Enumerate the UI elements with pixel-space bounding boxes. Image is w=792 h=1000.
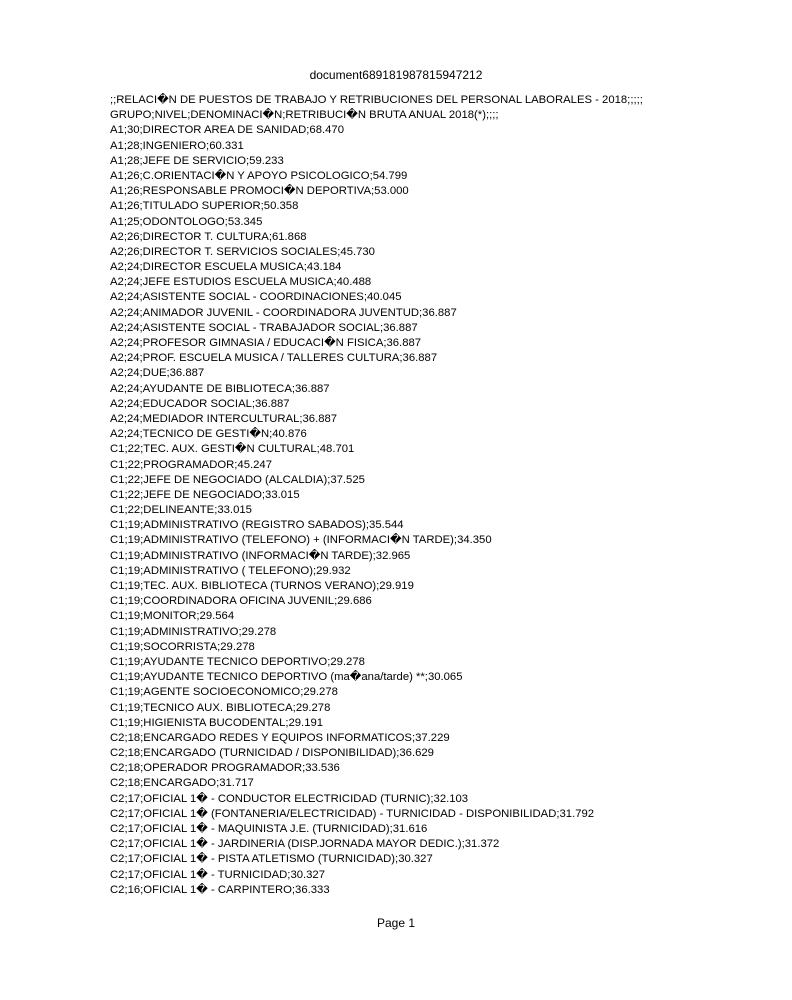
data-row-line: A2;24;AYUDANTE DE BIBLIOTECA;36.887 xyxy=(110,382,330,395)
data-row-line: A1;28;JEFE DE SERVICIO;59.233 xyxy=(110,154,284,167)
data-row-line: A2;24;ANIMADOR JUVENIL - COORDINADORA JUVENTUD;36.887 xyxy=(110,306,457,319)
data-row-line: A2;24;DIRECTOR ESCUELA MUSICA;43.184 xyxy=(110,261,342,274)
data-row-line: C2;18;ENCARGADO;31.717 xyxy=(110,777,254,790)
data-row-line: C1;19;COORDINADORA OFICINA JUVENIL;29.686 xyxy=(110,595,372,608)
data-row-line: C2;17;OFICIAL 1� - PISTA ATLETISMO (TURNICIDAD);30.327 xyxy=(110,853,433,866)
data-row-line: A2;24;PROFESOR GIMNASIA / EDUCACI�N FISICA;36.887 xyxy=(110,337,422,349)
data-row-line: C1;19;ADMINISTRATIVO;29.278 xyxy=(110,625,277,638)
data-row-line: C1;19;SOCORRISTA;29.278 xyxy=(110,640,255,653)
data-row-line: C2;17;OFICIAL 1� - CONDUCTOR ELECTRICIDAD (TURNIC);32.103 xyxy=(110,792,469,805)
data-row-line: A2;24;EDUCADOR SOCIAL;36.887 xyxy=(110,397,290,410)
data-row-line: C2;16;OFICIAL 1� - CARPINTERO;36.333 xyxy=(110,883,330,896)
data-row-line: C1;22;DELINEANTE;33.015 xyxy=(110,504,252,517)
data-row-line: C1;19;TEC. AUX. BIBLIOTECA (TURNOS VERANO);29.919 xyxy=(110,580,414,592)
data-row-line: C1;19;HIGIENISTA BUCODENTAL;29.191 xyxy=(110,716,324,729)
data-row-line: C1;19;MONITOR;29.564 xyxy=(110,610,235,623)
data-row-line: C2;17;OFICIAL 1� - TURNICIDAD;30.327 xyxy=(110,868,325,881)
data-row-line: C1;19;ADMINISTRATIVO (TELEFONO) + (INFORMACI�N TARDE);34.350 xyxy=(110,534,492,547)
document-title: document689181987815947212 xyxy=(309,68,483,82)
data-row-line: A2;24;JEFE ESTUDIOS ESCUELA MUSICA;40.488 xyxy=(110,276,372,289)
data-row-line: A1;26;TITULADO SUPERIOR;50.358 xyxy=(110,200,299,213)
document-heading-line: ;;RELACI�N DE PUESTOS DE TRABAJO Y RETRIBUCIONES DEL PERSONAL LABORALES - 2018;;;;; xyxy=(110,94,643,106)
data-row-line: A1;28;INGENIERO;60.331 xyxy=(110,139,244,152)
data-row-line: A2;26;DIRECTOR T. SERVICIOS SOCIALES;45.730 xyxy=(110,245,375,258)
data-row-line: A1;30;DIRECTOR AREA DE SANIDAD;68.470 xyxy=(110,124,344,137)
data-row-line: C1;22;JEFE DE NEGOCIADO (ALCALDIA);37.525 xyxy=(110,473,365,486)
data-row-line: A2;24;PROF. ESCUELA MUSICA / TALLERES CULTURA;36.887 xyxy=(110,352,438,365)
data-row-line: C2;17;OFICIAL 1� - MAQUINISTA J.E. (TURNICIDAD);31.616 xyxy=(110,823,428,835)
data-row-line: C2;18;ENCARGADO (TURNICIDAD / DISPONIBILIDAD);36.629 xyxy=(110,747,434,760)
data-row-line: A2;24;DUE;36.887 xyxy=(110,367,205,380)
data-row-line: A2;24;ASISTENTE SOCIAL - COORDINACIONES;40.045 xyxy=(110,291,402,304)
data-row-line: C2;18;ENCARGADO REDES Y EQUIPOS INFORMATICOS;37.229 xyxy=(110,731,450,744)
data-row-line: C1;22;PROGRAMADOR;45.247 xyxy=(110,458,272,471)
data-row-line: A1;26;C.ORIENTACI�N Y APOYO PSICOLOGICO;54.799 xyxy=(110,169,408,182)
data-row-line: C1;19;ADMINISTRATIVO (REGISTRO SABADOS);35.544 xyxy=(110,519,404,532)
data-row-line: A2;24;TECNICO DE GESTI�N;40.876 xyxy=(110,428,307,441)
data-row-line: C2;17;OFICIAL 1� - JARDINERIA (DISP.JORNADA MAYOR DEDIC.);31.372 xyxy=(110,838,500,851)
column-header-line: GRUPO;NIVEL;DENOMINACI�N;RETRIBUCI�N BRUTA ANUAL 2018(*);;;; xyxy=(110,109,499,122)
document-body xyxy=(110,93,782,898)
data-row-line: A1;25;ODONTOLOGO;53.345 xyxy=(110,215,263,228)
data-row-line: A2;24;ASISTENTE SOCIAL - TRABAJADOR SOCIAL;36.887 xyxy=(110,321,418,334)
data-row-line: A2;26;DIRECTOR T. CULTURA;61.868 xyxy=(110,230,307,243)
data-row-line: C1;19;TECNICO AUX. BIBLIOTECA;29.278 xyxy=(110,701,331,714)
data-row-line: C1;19;AGENTE SOCIOECONOMICO;29.278 xyxy=(110,686,338,699)
data-row-line: A2;24;MEDIADOR INTERCULTURAL;36.887 xyxy=(110,412,338,425)
data-row-line: C2;17;OFICIAL 1� (FONTANERIA/ELECTRICIDAD) - TURNICIDAD - DISPONIBILIDAD;31.792 xyxy=(110,807,595,820)
page-number: Page 1 xyxy=(376,916,416,930)
data-row-line: A1;26;RESPONSABLE PROMOCI�N DEPORTIVA;53.000 xyxy=(110,185,409,198)
data-row-line: C1;22;TEC. AUX. GESTI�N CULTURAL;48.701 xyxy=(110,443,355,456)
data-row-line: C1;19;ADMINISTRATIVO (INFORMACI�N TARDE);32.965 xyxy=(110,549,411,562)
data-row-line: C1;22;JEFE DE NEGOCIADO;33.015 xyxy=(110,488,300,501)
data-row-line: C2;18;OPERADOR PROGRAMADOR;33.536 xyxy=(110,762,340,775)
data-row-line: C1;19;AYUDANTE TECNICO DEPORTIVO (ma�ana/tarde) **;30.065 xyxy=(110,671,463,684)
data-row-line: C1;19;ADMINISTRATIVO ( TELEFONO);29.932 xyxy=(110,564,351,577)
data-row-line: C1;19;AYUDANTE TECNICO DEPORTIVO;29.278 xyxy=(110,655,365,668)
